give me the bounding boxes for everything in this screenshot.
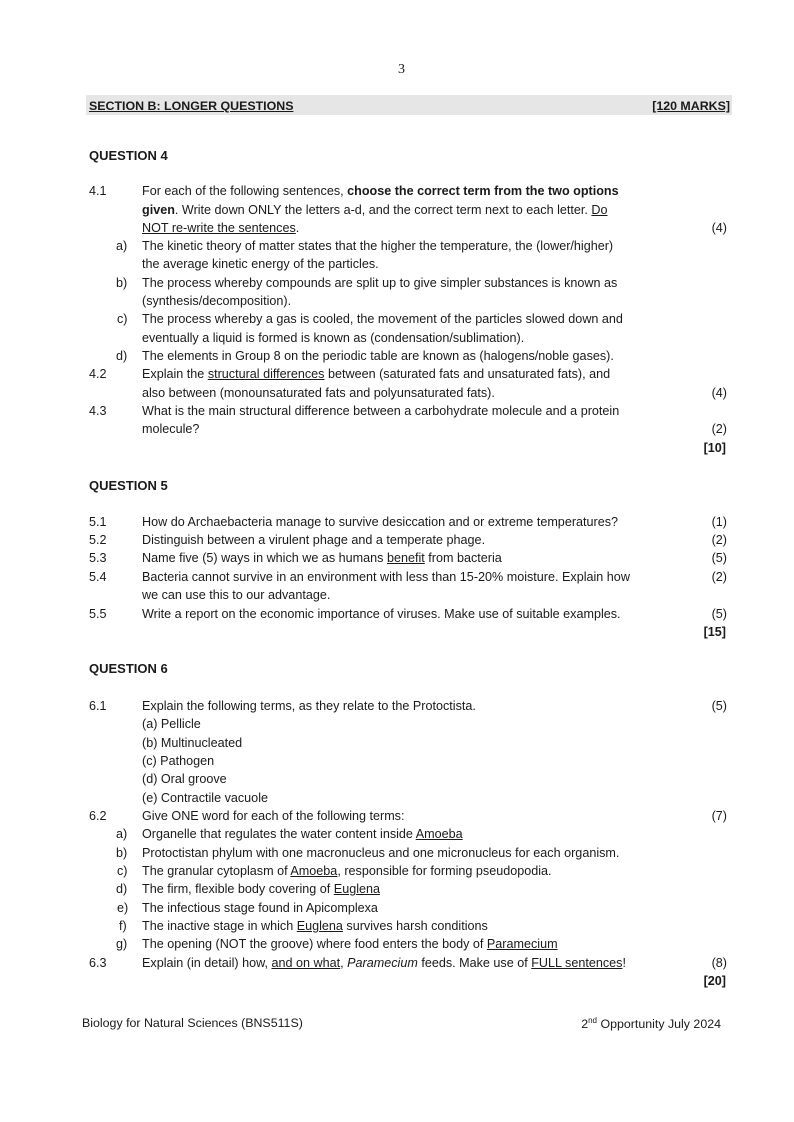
q4-1b-line1: The process whereby compounds are split up to give simpler substances is known as: [142, 276, 618, 290]
q6-2e-text: The infectious stage found in Apicomplexa: [142, 901, 378, 915]
q5-1-number: 5.1: [89, 515, 107, 529]
q6-total: [20]: [703, 974, 726, 988]
q4-2-line2: also between (monounsaturated fats and polyunsaturated fats).: [142, 386, 495, 400]
q5-1-text: How do Archaebacteria manage to survive desiccation and or extreme temperatures?: [142, 515, 619, 529]
q6-2d-label: d): [116, 882, 128, 896]
footer-course: Biology for Natural Sciences (BNS511S): [82, 1016, 303, 1030]
footer-opportunity: 2nd Opportunity July 2024: [581, 1016, 721, 1032]
q5-3-marks: (5): [711, 551, 727, 565]
q5-5-text: Write a report on the economic importance of viruses. Make use of suitable examples.: [142, 607, 621, 621]
q4-1b-label: b): [116, 276, 128, 290]
q4-1-marks: (4): [711, 221, 727, 235]
q6-1-number: 6.1: [89, 699, 107, 713]
q6-3-text: Explain (in detail) how, and on what, Paramecium feeds. Make use of FULL sentences!: [142, 956, 626, 970]
q6-1-marks: (5): [711, 699, 727, 713]
q4-3-line2: molecule?: [142, 422, 200, 436]
q5-4-line1: Bacteria cannot survive in an environment with less than 15-20% moisture. Explain how: [142, 570, 630, 584]
q5-3-text: Name five (5) ways in which we as humans benefit from bacteria: [142, 551, 502, 565]
q6-2d-text: The firm, flexible body covering of Euglena: [142, 882, 381, 896]
q4-3-marks: (2): [711, 422, 727, 436]
q5-5-marks: (5): [711, 607, 727, 621]
q6-2a-label: a): [116, 827, 128, 841]
q5-3-number: 5.3: [89, 551, 107, 565]
q6-2f-label: f): [119, 919, 127, 933]
q4-1c-line1: The process whereby a gas is cooled, the movement of the particles slowed down and: [142, 312, 623, 326]
q6-1-term-a: (a) Pellicle: [142, 717, 201, 731]
section-title: SECTION B: LONGER QUESTIONS: [89, 99, 294, 113]
q6-3-number: 6.3: [89, 956, 107, 970]
q5-total: [15]: [703, 625, 726, 639]
q6-1-term-e: (e) Contractile vacuole: [142, 791, 268, 805]
q4-1a-label: a): [116, 239, 128, 253]
q6-3-marks: (8): [711, 956, 727, 970]
section-marks: [120 MARKS]: [652, 99, 730, 113]
q4-1c-line2: eventually a liquid is formed is known as (condensation/sublimation).: [142, 331, 525, 345]
q4-3-line1: What is the main structural difference between a carbohydrate molecule and a protein: [142, 404, 620, 418]
q4-1-number: 4.1: [89, 184, 107, 198]
q5-2-text: Distinguish between a virulent phage and a temperate phage.: [142, 533, 486, 547]
q4-1d-label: d): [116, 349, 128, 363]
q4-3-number: 4.3: [89, 404, 107, 418]
q6-2g-label: g): [116, 937, 128, 951]
q5-2-marks: (2): [711, 533, 727, 547]
q6-2b-label: b): [116, 846, 128, 860]
q6-1-text: Explain the following terms, as they relate to the Protoctista.: [142, 699, 476, 713]
q5-4-number: 5.4: [89, 570, 107, 584]
q6-2-number: 6.2: [89, 809, 107, 823]
q6-1-term-c: (c) Pathogen: [142, 754, 215, 768]
section-header-bar: [86, 95, 732, 115]
q5-2-number: 5.2: [89, 533, 107, 547]
q4-1-text-line1: For each of the following sentences, choose the correct term from the two options: [142, 184, 619, 198]
q6-1-term-b: (b) Multinucleated: [142, 736, 243, 750]
q6-2c-label: c): [117, 864, 128, 878]
q6-2e-label: e): [117, 901, 129, 915]
q5-1-marks: (1): [711, 515, 727, 529]
q5-4-marks: (2): [711, 570, 727, 584]
q4-1a-line1: The kinetic theory of matter states that the higher the temperature, the (lower/higher): [142, 239, 614, 253]
q6-2a-text: Organelle that regulates the water content inside Amoeba: [142, 827, 463, 841]
q4-2-marks: (4): [711, 386, 727, 400]
q4-1b-line2: (synthesis/decomposition).: [142, 294, 292, 308]
q4-1d-line1: The elements in Group 8 on the periodic table are known as (halogens/noble gases).: [142, 349, 614, 363]
q6-2-text: Give ONE word for each of the following terms:: [142, 809, 405, 823]
q6-1-term-d: (d) Oral groove: [142, 772, 227, 786]
q5-4-line2: we can use this to our advantage.: [142, 588, 331, 602]
q4-2-number: 4.2: [89, 367, 107, 381]
q6-2b-text: Protoctistan phylum with one macronucleus and one micronucleus for each organism.: [142, 846, 620, 860]
q6-2g-text: The opening (NOT the groove) where food enters the body of Paramecium: [142, 937, 558, 951]
q4-1-text-line2: given. Write down ONLY the letters a-d, and the correct term next to each letter. Do: [142, 203, 608, 217]
q6-2f-text: The inactive stage in which Euglena survives harsh conditions: [142, 919, 488, 933]
q4-2-line1: Explain the structural differences between (saturated fats and unsaturated fats), and: [142, 367, 611, 381]
question-5-heading: QUESTION 5: [89, 478, 168, 493]
q4-1a-line2: the average kinetic energy of the particles.: [142, 257, 379, 271]
q4-1-text-line3: NOT re-write the sentences.: [142, 221, 300, 235]
q5-5-number: 5.5: [89, 607, 107, 621]
q4-1c-label: c): [117, 312, 128, 326]
question-4-heading: QUESTION 4: [89, 148, 168, 163]
page-number: 3: [398, 62, 405, 77]
q6-2-marks: (7): [711, 809, 727, 823]
q4-total: [10]: [703, 441, 726, 455]
q6-2c-text: The granular cytoplasm of Amoeba, responsible for forming pseudopodia.: [142, 864, 552, 878]
question-6-heading: QUESTION 6: [89, 661, 168, 676]
